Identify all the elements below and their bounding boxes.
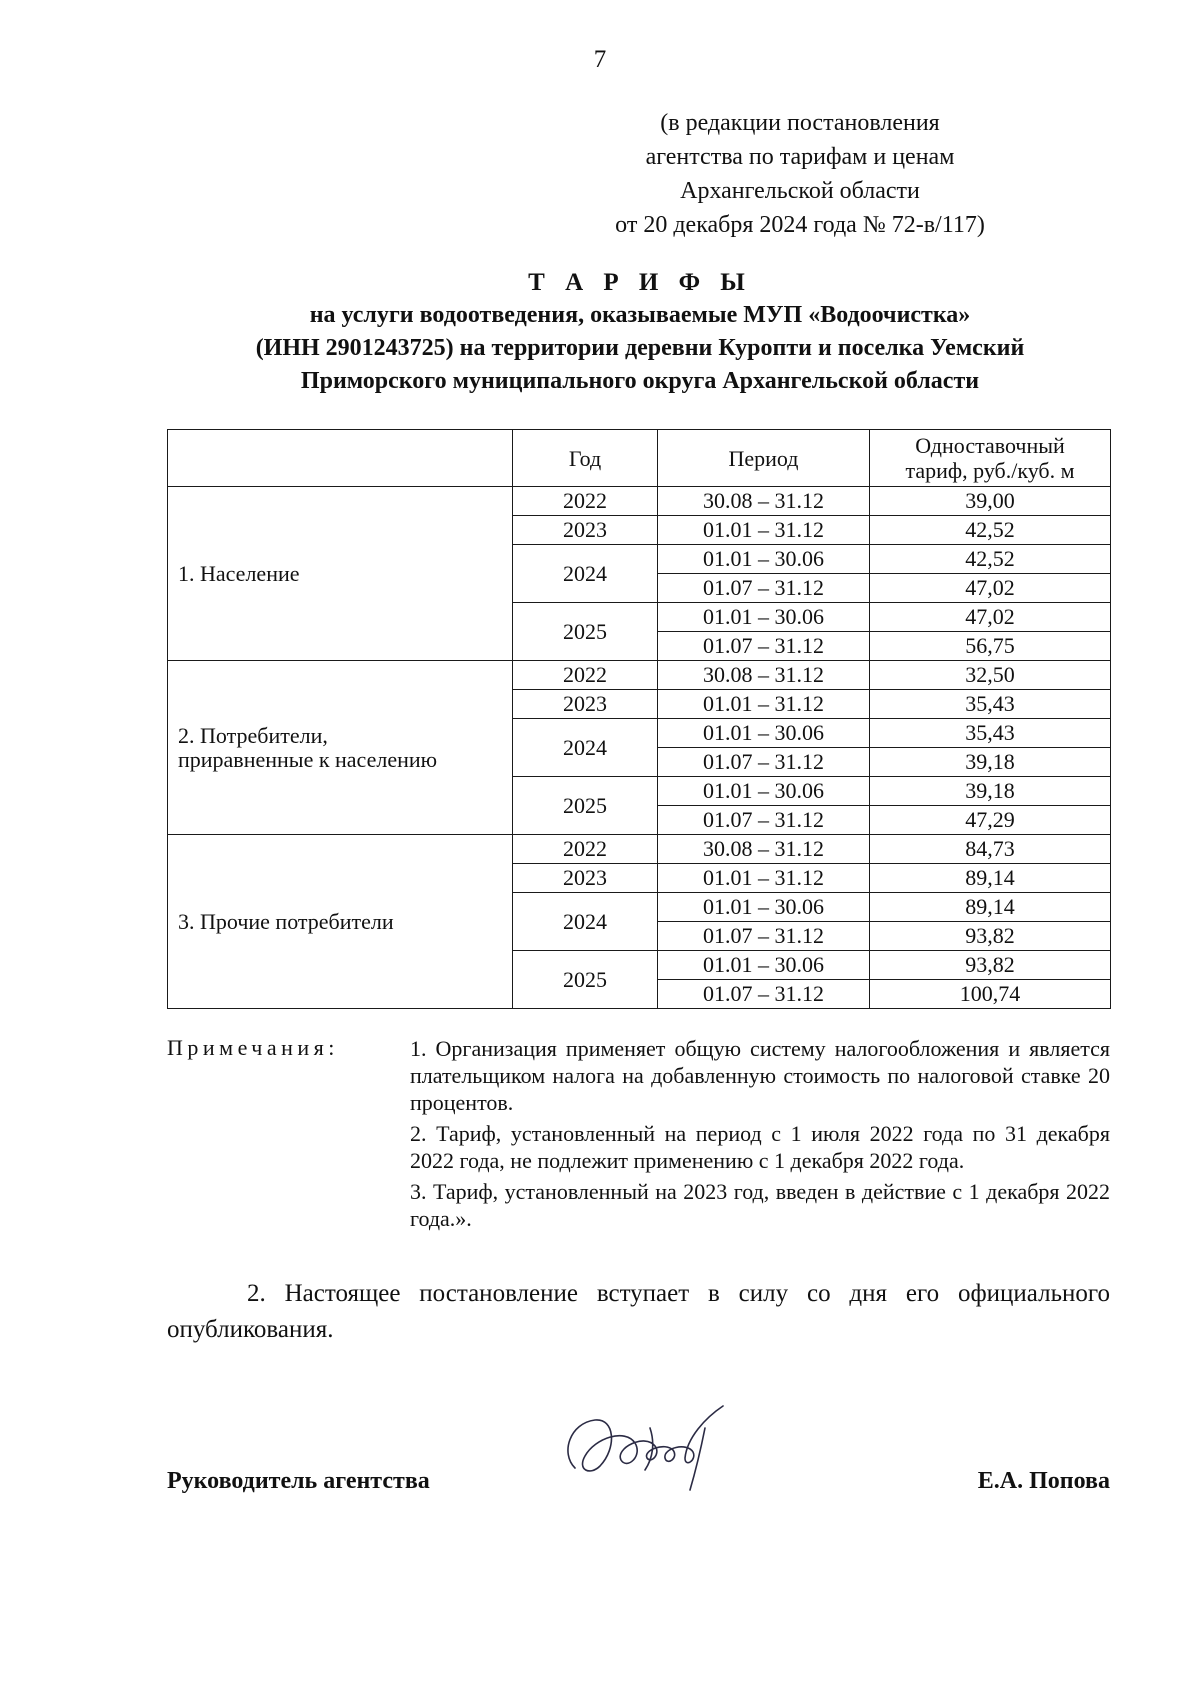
tariff-cell: 89,14: [870, 893, 1111, 922]
header-category: [168, 430, 513, 487]
tariff-cell: 42,52: [870, 545, 1111, 574]
category-line: 3. Прочие потребители: [178, 908, 394, 934]
signatory-name: Е.А. Попова: [977, 1468, 1110, 1494]
year-cell: 2025: [513, 951, 658, 1009]
period-cell: 01.01 – 31.12: [658, 690, 870, 719]
period-cell: 01.07 – 31.12: [658, 922, 870, 951]
note-item: 3. Тариф, установленный на 2023 год, введен в действие с 1 декабря 2022 года.».: [410, 1179, 1110, 1231]
title-main: Т А Р И Ф Ы: [528, 269, 752, 296]
period-cell: 01.07 – 31.12: [658, 806, 870, 835]
period-cell: 01.07 – 31.12: [658, 748, 870, 777]
year-cell: 2025: [513, 603, 658, 661]
note-item: 2. Тариф, установленный на период с 1 июля 2022 года по 31 декабря 2022 года, не подлежит применению с 1 декабря 2022 года.: [410, 1121, 1110, 1173]
category-cell: [168, 661, 513, 835]
edition-note: [520, 106, 1080, 242]
year-cell: 2024: [513, 545, 658, 603]
year-cell: 2022: [513, 487, 658, 516]
tariff-cell: 39,18: [870, 777, 1111, 806]
handwritten-signature: [555, 1398, 745, 1498]
table-row: [168, 661, 1111, 690]
header-tariff-line: Одноставочный: [915, 433, 1065, 458]
year-cell: 2023: [513, 864, 658, 893]
year-cell: 2023: [513, 690, 658, 719]
period-cell: 01.01 – 30.06: [658, 603, 870, 632]
page-number: 7: [593, 46, 607, 73]
edition-line: Архангельской области: [680, 178, 920, 204]
title-line: на услуги водоотведения, оказываемые МУП «Водоочистка»: [309, 302, 971, 328]
year-cell: 2025: [513, 777, 658, 835]
edition-line: от 20 декабря 2024 года № 72-в/117): [615, 212, 985, 238]
period-cell: 01.01 – 30.06: [658, 951, 870, 980]
table-row: [168, 835, 1111, 864]
tariff-table: [167, 429, 1111, 1009]
tariff-cell: 39,18: [870, 748, 1111, 777]
tariff-cell: 56,75: [870, 632, 1111, 661]
year-cell: 2022: [513, 835, 658, 864]
note-item: 1. Организация применяет общую систему налогообложения и является плательщиком налога на добавленную стоимость по налоговой ставке 20 процентов.: [410, 1036, 1110, 1115]
period-cell: 01.01 – 31.12: [658, 516, 870, 545]
period-cell: 01.01 – 30.06: [658, 545, 870, 574]
tariff-cell: 47,02: [870, 574, 1111, 603]
period-cell: 01.01 – 30.06: [658, 893, 870, 922]
table-row: [168, 487, 1111, 516]
tariff-cell: 39,00: [870, 487, 1111, 516]
category-line: 1. Население: [178, 560, 300, 586]
year-cell: 2024: [513, 719, 658, 777]
period-cell: 30.08 – 31.12: [658, 661, 870, 690]
signatory-position: Руководитель агентства: [167, 1468, 430, 1494]
tariff-cell: 100,74: [870, 980, 1111, 1009]
header-tariff-line: тариф, руб./куб. м: [905, 458, 1075, 483]
header-year: Год: [513, 430, 658, 487]
period-cell: 01.01 – 30.06: [658, 719, 870, 748]
period-cell: 01.01 – 30.06: [658, 777, 870, 806]
tariff-cell: 47,02: [870, 603, 1111, 632]
edition-line: агентства по тарифам и ценам: [645, 144, 955, 170]
category-cell: [168, 835, 513, 1009]
year-cell: 2024: [513, 893, 658, 951]
period-cell: 01.07 – 31.12: [658, 980, 870, 1009]
tariff-cell: 84,73: [870, 835, 1111, 864]
title-line: (ИНН 2901243725) на территории деревни Куропти и поселка Уемский: [255, 335, 1025, 361]
notes: [410, 1035, 1110, 1236]
period-cell: 01.07 – 31.12: [658, 632, 870, 661]
effective-clause: 2. Настоящее постановление вступает в силу со дня его официального опубликования.: [167, 1280, 1110, 1343]
year-cell: 2023: [513, 516, 658, 545]
title-line: Приморского муниципального округа Архангельской области: [300, 368, 980, 394]
category-line: приравненные к населению: [178, 746, 438, 772]
tariff-cell: 32,50: [870, 661, 1111, 690]
period-cell: 30.08 – 31.12: [658, 487, 870, 516]
tariff-cell: 93,82: [870, 951, 1111, 980]
period-cell: 30.08 – 31.12: [658, 835, 870, 864]
header-period: Период: [658, 430, 870, 487]
category-line: 2. Потребители,: [178, 722, 328, 748]
period-cell: 01.01 – 31.12: [658, 864, 870, 893]
tariff-cell: 89,14: [870, 864, 1111, 893]
tariff-cell: 35,43: [870, 719, 1111, 748]
period-cell: 01.07 – 31.12: [658, 574, 870, 603]
tariff-cell: 47,29: [870, 806, 1111, 835]
tariff-cell: 42,52: [870, 516, 1111, 545]
tariff-cell: 93,82: [870, 922, 1111, 951]
table-header-row: [168, 430, 1111, 487]
notes-label: Примечания:: [167, 1035, 339, 1060]
year-cell: 2022: [513, 661, 658, 690]
edition-line: (в редакции постановления: [660, 110, 940, 136]
category-cell: [168, 487, 513, 661]
tariff-cell: 35,43: [870, 690, 1111, 719]
document-title: [130, 266, 1150, 398]
header-tariff: [870, 430, 1111, 487]
